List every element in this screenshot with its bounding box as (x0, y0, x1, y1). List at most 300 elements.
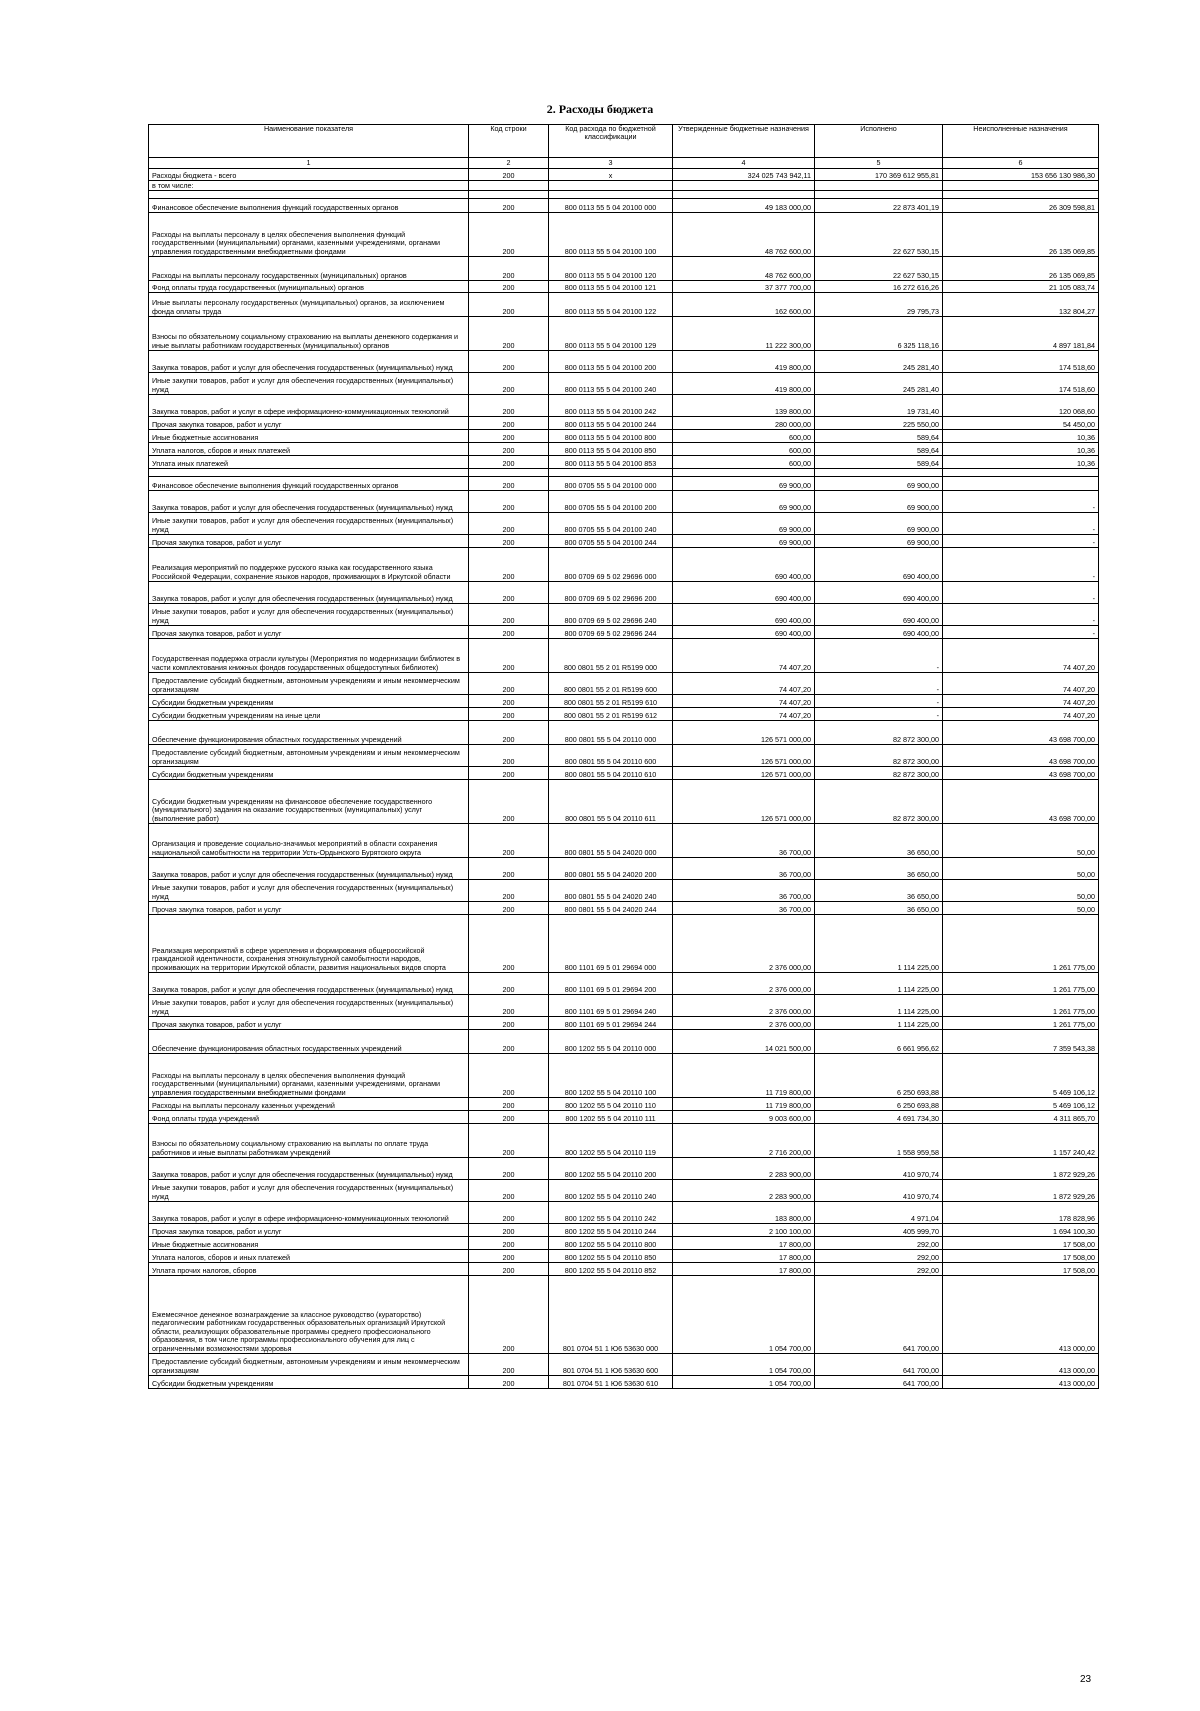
row-name: Финансовое обеспечение выполнения функций государственных органов (149, 477, 469, 491)
row-classification-code: 800 0709 69 5 02 29696 240 (549, 604, 673, 626)
row-line-code: 200 (469, 317, 549, 351)
row-executed: 589,64 (815, 430, 943, 443)
row-classification-code: 800 1202 55 5 04 20110 244 (549, 1224, 673, 1237)
row-classification-code: 800 0113 55 5 04 20100 120 (549, 257, 673, 281)
row-classification-code: 800 1202 55 5 04 20110 111 (549, 1111, 673, 1124)
row-unexecuted: - (943, 513, 1099, 535)
row-executed: 22 627 530,15 (815, 213, 943, 257)
table-row (149, 902, 1099, 915)
row-line-code (469, 469, 549, 477)
row-unexecuted (943, 191, 1099, 199)
row-approved: 690 400,00 (673, 604, 815, 626)
row-unexecuted: 132 804,27 (943, 293, 1099, 317)
row-approved: 69 900,00 (673, 491, 815, 513)
table-row (149, 417, 1099, 430)
row-approved: 11 719 800,00 (673, 1054, 815, 1098)
row-executed: 36 650,00 (815, 902, 943, 915)
row-line-code: 200 (469, 915, 549, 973)
row-classification-code: 801 0704 51 1 Ю6 53630 600 (549, 1354, 673, 1376)
row-unexecuted: 1 261 775,00 (943, 995, 1099, 1017)
row-approved: 600,00 (673, 443, 815, 456)
row-classification-code: 800 0801 55 5 04 20110 610 (549, 767, 673, 780)
row-executed: 405 999,70 (815, 1224, 943, 1237)
table-row (149, 767, 1099, 780)
row-executed: 641 700,00 (815, 1354, 943, 1376)
table-row (149, 477, 1099, 491)
row-approved: 2 376 000,00 (673, 1017, 815, 1030)
header-unexecuted: Неисполненные назначения (943, 125, 1099, 158)
row-classification-code (549, 469, 673, 477)
row-executed: 22 873 401,19 (815, 199, 943, 213)
row-line-code: 200 (469, 1098, 549, 1111)
row-name: Иные закупки товаров, работ и услуг для обеспечения государственных (муниципальных) нужд (149, 513, 469, 535)
row-executed: 29 795,73 (815, 293, 943, 317)
row-approved: 2 716 200,00 (673, 1124, 815, 1158)
row-name: Иные закупки товаров, работ и услуг для обеспечения государственных (муниципальных) нужд (149, 880, 469, 902)
row-approved: 280 000,00 (673, 417, 815, 430)
table-row (149, 199, 1099, 213)
row-line-code: 200 (469, 373, 549, 395)
row-name: Закупка товаров, работ и услуг для обеспечения государственных (муниципальных) нужд (149, 1158, 469, 1180)
row-unexecuted: 50,00 (943, 902, 1099, 915)
row-approved (673, 191, 815, 199)
table-row (149, 1276, 1099, 1354)
row-executed: 82 872 300,00 (815, 745, 943, 767)
row-executed: 6 325 118,16 (815, 317, 943, 351)
row-executed: 6 250 693,88 (815, 1098, 943, 1111)
row-executed: 641 700,00 (815, 1376, 943, 1389)
row-line-code: 200 (469, 1276, 549, 1354)
row-approved: 74 407,20 (673, 708, 815, 721)
row-unexecuted: 1 694 100,30 (943, 1224, 1099, 1237)
row-line-code: 200 (469, 477, 549, 491)
row-unexecuted: 43 698 700,00 (943, 767, 1099, 780)
row-name: Прочая закупка товаров, работ и услуг (149, 626, 469, 639)
row-unexecuted: 17 508,00 (943, 1263, 1099, 1276)
row-line-code: 200 (469, 535, 549, 548)
row-unexecuted: 26 135 069,85 (943, 213, 1099, 257)
table-body (149, 169, 1099, 1389)
table-row (149, 443, 1099, 456)
row-unexecuted: 26 309 598,81 (943, 199, 1099, 213)
row-line-code: 200 (469, 824, 549, 858)
header-row (149, 125, 1099, 158)
row-executed: - (815, 639, 943, 673)
row-approved: 324 025 743 942,11 (673, 169, 815, 181)
row-classification-code: 800 0705 55 5 04 20100 200 (549, 491, 673, 513)
row-unexecuted: 21 105 083,74 (943, 281, 1099, 293)
row-line-code: 200 (469, 548, 549, 582)
table-row (149, 293, 1099, 317)
row-name (149, 191, 469, 199)
row-classification-code: 800 0801 55 2 01 R5199 610 (549, 695, 673, 708)
row-approved: 17 800,00 (673, 1263, 815, 1276)
row-executed: 69 900,00 (815, 491, 943, 513)
row-line-code: 200 (469, 902, 549, 915)
row-executed (815, 191, 943, 199)
row-line-code: 200 (469, 443, 549, 456)
row-line-code: 200 (469, 858, 549, 880)
row-approved: 17 800,00 (673, 1250, 815, 1263)
row-executed: 292,00 (815, 1263, 943, 1276)
row-classification-code: 800 1202 55 5 04 20110 240 (549, 1180, 673, 1202)
row-name: Иные закупки товаров, работ и услуг для обеспечения государственных (муниципальных) нужд (149, 1180, 469, 1202)
table-row (149, 548, 1099, 582)
row-executed: 690 400,00 (815, 626, 943, 639)
row-classification-code: 800 0801 55 2 01 R5199 612 (549, 708, 673, 721)
row-approved: 74 407,20 (673, 673, 815, 695)
row-unexecuted: 54 450,00 (943, 417, 1099, 430)
row-classification-code: 800 0113 55 5 04 20100 200 (549, 351, 673, 373)
row-line-code: 200 (469, 1202, 549, 1224)
row-unexecuted: - (943, 491, 1099, 513)
column-number: 4 (673, 158, 815, 169)
row-line-code: 200 (469, 513, 549, 535)
row-approved: 11 719 800,00 (673, 1098, 815, 1111)
table-row (149, 1098, 1099, 1111)
row-unexecuted: 43 698 700,00 (943, 745, 1099, 767)
row-approved: 2 283 900,00 (673, 1158, 815, 1180)
row-line-code: 200 (469, 708, 549, 721)
row-unexecuted: 10,36 (943, 430, 1099, 443)
expenditure-table (148, 124, 1099, 1389)
row-classification-code: 800 1101 69 5 01 29694 244 (549, 1017, 673, 1030)
row-approved (673, 181, 815, 191)
table-row (149, 181, 1099, 191)
row-classification-code (549, 191, 673, 199)
row-classification-code: 800 0113 55 5 04 20100 800 (549, 430, 673, 443)
row-line-code: 200 (469, 351, 549, 373)
row-executed: 19 731,40 (815, 395, 943, 417)
row-unexecuted: 50,00 (943, 824, 1099, 858)
row-name: Обеспечение функционирования областных государственных учреждений (149, 1030, 469, 1054)
row-approved: 690 400,00 (673, 626, 815, 639)
row-name: Прочая закупка товаров, работ и услуг (149, 902, 469, 915)
row-classification-code: 800 1202 55 5 04 20110 850 (549, 1250, 673, 1263)
row-executed: 69 900,00 (815, 535, 943, 548)
row-classification-code: 800 0801 55 5 04 24020 200 (549, 858, 673, 880)
row-executed: 1 114 225,00 (815, 995, 943, 1017)
row-approved: 690 400,00 (673, 582, 815, 604)
row-unexecuted: - (943, 548, 1099, 582)
row-approved: 1 054 700,00 (673, 1376, 815, 1389)
row-unexecuted: - (943, 535, 1099, 548)
row-classification-code: 800 0113 55 5 04 20100 129 (549, 317, 673, 351)
row-unexecuted: 10,36 (943, 456, 1099, 469)
row-executed: 16 272 616,26 (815, 281, 943, 293)
row-executed: 292,00 (815, 1250, 943, 1263)
row-classification-code: 800 0709 69 5 02 29696 244 (549, 626, 673, 639)
table-row (149, 281, 1099, 293)
row-unexecuted: 43 698 700,00 (943, 721, 1099, 745)
row-approved: 36 700,00 (673, 858, 815, 880)
row-unexecuted: 74 407,20 (943, 695, 1099, 708)
row-executed: 6 250 693,88 (815, 1054, 943, 1098)
row-name: Расходы на выплаты персоналу в целях обеспечения выполнения функций государственными (муниципальными) органами, казенными учреждениями, органами управления государственными внебюджетными фондами (149, 1054, 469, 1098)
row-name: Субсидии бюджетным учреждениям на иные цели (149, 708, 469, 721)
row-approved: 69 900,00 (673, 535, 815, 548)
row-executed: 1 114 225,00 (815, 915, 943, 973)
row-name: Закупка товаров, работ и услуг для обеспечения государственных (муниципальных) нужд (149, 491, 469, 513)
row-line-code: 200 (469, 780, 549, 824)
row-approved: 36 700,00 (673, 824, 815, 858)
row-executed: 82 872 300,00 (815, 780, 943, 824)
row-executed: 589,64 (815, 443, 943, 456)
row-executed: 170 369 612 955,81 (815, 169, 943, 181)
row-executed: 82 872 300,00 (815, 721, 943, 745)
row-classification-code: 800 0705 55 5 04 20100 000 (549, 477, 673, 491)
row-classification-code: 800 0113 55 5 04 20100 850 (549, 443, 673, 456)
row-approved: 69 900,00 (673, 513, 815, 535)
row-name: Закупка товаров, работ и услуг в сфере информационно-коммуникационных технологий (149, 395, 469, 417)
table-row (149, 626, 1099, 639)
row-approved: 49 183 000,00 (673, 199, 815, 213)
row-name: Предоставление субсидий бюджетным, автономным учреждениям и иным некоммерческим организациям (149, 673, 469, 695)
row-name: Субсидии бюджетным учреждениям (149, 767, 469, 780)
column-number: 2 (469, 158, 549, 169)
row-classification-code: 800 0113 55 5 04 20100 853 (549, 456, 673, 469)
row-name: Организация и проведение социально-значимых мероприятий в области сохранения национальной самобытности на территории Усть-Ордынского Бурятского округа (149, 824, 469, 858)
row-approved (673, 469, 815, 477)
row-classification-code: 800 0705 55 5 04 20100 240 (549, 513, 673, 535)
row-unexecuted: 50,00 (943, 880, 1099, 902)
row-executed: 292,00 (815, 1237, 943, 1250)
column-number: 1 (149, 158, 469, 169)
table-row (149, 373, 1099, 395)
table-row (149, 1224, 1099, 1237)
row-line-code: 200 (469, 582, 549, 604)
row-approved: 690 400,00 (673, 548, 815, 582)
row-line-code: 200 (469, 491, 549, 513)
row-name: Иные бюджетные ассигнования (149, 430, 469, 443)
row-executed: 1 114 225,00 (815, 973, 943, 995)
row-classification-code (549, 181, 673, 191)
row-approved: 139 800,00 (673, 395, 815, 417)
row-approved: 17 800,00 (673, 1237, 815, 1250)
row-executed: 690 400,00 (815, 582, 943, 604)
row-name: Ежемесячное денежное вознаграждение за классное руководство (кураторство) педагогическим работникам государственных образовательных организаций Иркутской области, реализующих образовательные программы среднего профессионального образования, в том числе программы профессионального обучения для лиц с ограниченными возможностями здоровья (149, 1276, 469, 1354)
table-row (149, 639, 1099, 673)
row-unexecuted: 174 518,60 (943, 351, 1099, 373)
row-name: Закупка товаров, работ и услуг в сфере информационно-коммуникационных технологий (149, 1202, 469, 1224)
column-number: 5 (815, 158, 943, 169)
row-line-code: 200 (469, 1017, 549, 1030)
row-classification-code: 800 0801 55 5 04 20110 600 (549, 745, 673, 767)
row-unexecuted (943, 477, 1099, 491)
row-name: Иные закупки товаров, работ и услуг для обеспечения государственных (муниципальных) нужд (149, 604, 469, 626)
row-name: Расходы на выплаты персоналу государственных (муниципальных) органов (149, 257, 469, 281)
row-line-code: 200 (469, 1054, 549, 1098)
row-name: Закупка товаров, работ и услуг для обеспечения государственных (муниципальных) нужд (149, 582, 469, 604)
table-row (149, 513, 1099, 535)
row-line-code: 200 (469, 721, 549, 745)
row-unexecuted (943, 181, 1099, 191)
row-name: Фонд оплаты труда учреждений (149, 1111, 469, 1124)
row-line-code: 200 (469, 293, 549, 317)
row-name: Обеспечение функционирования областных государственных учреждений (149, 721, 469, 745)
row-executed (815, 181, 943, 191)
row-executed: 245 281,40 (815, 351, 943, 373)
row-approved: 419 800,00 (673, 351, 815, 373)
header-executed: Исполнено (815, 125, 943, 158)
row-classification-code: 800 0113 55 5 04 20100 240 (549, 373, 673, 395)
row-executed: 1 114 225,00 (815, 1017, 943, 1030)
row-classification-code: 800 0113 55 5 04 20100 244 (549, 417, 673, 430)
row-approved: 37 377 700,00 (673, 281, 815, 293)
header-approved: Утвержденные бюджетные назначения (673, 125, 815, 158)
table-row (149, 604, 1099, 626)
row-unexecuted: 74 407,20 (943, 639, 1099, 673)
row-approved: 74 407,20 (673, 695, 815, 708)
row-unexecuted: 5 469 106,12 (943, 1098, 1099, 1111)
row-classification-code: 800 0113 55 5 04 20100 122 (549, 293, 673, 317)
row-line-code: 200 (469, 199, 549, 213)
row-classification-code: 800 0801 55 2 01 R5199 600 (549, 673, 673, 695)
row-line-code: 200 (469, 1111, 549, 1124)
row-line-code: 200 (469, 169, 549, 181)
table-row (149, 745, 1099, 767)
table-row (149, 1124, 1099, 1158)
column-number: 6 (943, 158, 1099, 169)
page-title: 2. Расходы бюджета (546, 102, 654, 116)
row-approved: 36 700,00 (673, 880, 815, 902)
row-classification-code: 800 0801 55 2 01 R5199 000 (549, 639, 673, 673)
table-row (149, 213, 1099, 257)
row-approved: 48 762 600,00 (673, 257, 815, 281)
table-row (149, 1250, 1099, 1263)
row-name: Уплата налогов, сборов и иных платежей (149, 1250, 469, 1263)
row-executed: - (815, 695, 943, 708)
row-executed (815, 469, 943, 477)
table-row (149, 491, 1099, 513)
row-approved: 36 700,00 (673, 902, 815, 915)
row-unexecuted: 4 311 865,70 (943, 1111, 1099, 1124)
row-classification-code: 800 0113 55 5 04 20100 100 (549, 213, 673, 257)
row-classification-code: 801 0704 51 1 Ю6 53630 000 (549, 1276, 673, 1354)
row-classification-code: 800 0113 55 5 04 20100 121 (549, 281, 673, 293)
row-approved: 69 900,00 (673, 477, 815, 491)
row-classification-code: 800 1202 55 5 04 20110 800 (549, 1237, 673, 1250)
row-line-code: 200 (469, 395, 549, 417)
row-unexecuted: 178 828,96 (943, 1202, 1099, 1224)
row-name: Государственная поддержка отрасли культуры (Мероприятия по модернизации библиотек в части комплектования книжных фондов государственных общедоступных библиотек) (149, 639, 469, 673)
row-line-code: 200 (469, 767, 549, 780)
row-unexecuted: 413 000,00 (943, 1276, 1099, 1354)
table-row (149, 395, 1099, 417)
column-number: 3 (549, 158, 673, 169)
row-classification-code: 800 1101 69 5 01 29694 000 (549, 915, 673, 973)
row-name: Прочая закупка товаров, работ и услуг (149, 417, 469, 430)
row-executed: 36 650,00 (815, 824, 943, 858)
row-line-code: 200 (469, 880, 549, 902)
row-name: Расходы бюджета - всего (149, 169, 469, 181)
header-classification-code: Код расхода по бюджетной классификации (549, 125, 673, 158)
table-row (149, 824, 1099, 858)
row-unexecuted: 7 359 543,38 (943, 1030, 1099, 1054)
header-line-code: Код строки (469, 125, 549, 158)
row-approved: 14 021 500,00 (673, 1030, 815, 1054)
row-line-code: 200 (469, 1237, 549, 1250)
row-classification-code: 800 1202 55 5 04 20110 000 (549, 1030, 673, 1054)
row-classification-code: 801 0704 51 1 Ю6 53630 610 (549, 1376, 673, 1389)
row-approved: 2 100 100,00 (673, 1224, 815, 1237)
row-unexecuted: 174 518,60 (943, 373, 1099, 395)
row-line-code: 200 (469, 1376, 549, 1389)
row-executed: 245 281,40 (815, 373, 943, 395)
row-name: Уплата прочих налогов, сборов (149, 1263, 469, 1276)
row-unexecuted: 50,00 (943, 858, 1099, 880)
row-unexecuted: - (943, 626, 1099, 639)
row-name: Фонд оплаты труда государственных (муниципальных) органов (149, 281, 469, 293)
row-line-code: 200 (469, 695, 549, 708)
row-line-code: 200 (469, 417, 549, 430)
row-unexecuted: 74 407,20 (943, 708, 1099, 721)
row-classification-code: 800 1202 55 5 04 20110 200 (549, 1158, 673, 1180)
row-executed: 69 900,00 (815, 513, 943, 535)
row-unexecuted: - (943, 604, 1099, 626)
row-approved: 48 762 600,00 (673, 213, 815, 257)
row-line-code: 200 (469, 430, 549, 443)
table-row (149, 973, 1099, 995)
row-unexecuted: 74 407,20 (943, 673, 1099, 695)
table-row (149, 695, 1099, 708)
row-approved: 126 571 000,00 (673, 721, 815, 745)
row-line-code: 200 (469, 973, 549, 995)
row-unexecuted: 1 157 240,42 (943, 1124, 1099, 1158)
row-classification-code: 800 1202 55 5 04 20110 100 (549, 1054, 673, 1098)
row-unexecuted: 413 000,00 (943, 1376, 1099, 1389)
row-line-code: 200 (469, 639, 549, 673)
row-line-code: 200 (469, 1263, 549, 1276)
row-approved: 600,00 (673, 430, 815, 443)
table-row (149, 1202, 1099, 1224)
row-unexecuted: 153 656 130 986,30 (943, 169, 1099, 181)
row-executed: 69 900,00 (815, 477, 943, 491)
row-line-code: 200 (469, 673, 549, 695)
row-approved: 419 800,00 (673, 373, 815, 395)
table-row (149, 1111, 1099, 1124)
row-unexecuted: 413 000,00 (943, 1354, 1099, 1376)
row-name: Иные выплаты персоналу государственных (муниципальных) органов, за исключением фонда оплаты труда (149, 293, 469, 317)
row-classification-code: 800 0709 69 5 02 29696 200 (549, 582, 673, 604)
row-unexecuted: 120 068,60 (943, 395, 1099, 417)
row-name: Предоставление субсидий бюджетным, автономным учреждениям и иным некоммерческим организациям (149, 745, 469, 767)
row-unexecuted: 1 872 929,26 (943, 1180, 1099, 1202)
table-row (149, 469, 1099, 477)
row-name: Закупка товаров, работ и услуг для обеспечения государственных (муниципальных) нужд (149, 858, 469, 880)
table-row (149, 1263, 1099, 1276)
row-name: Реализация мероприятий в сфере укрепления и формирования общероссийской гражданской идентичности, сохранения этнокультурной самобытности народов, проживающих на территории Иркутской области, развития национальных видов спорта (149, 915, 469, 973)
row-unexecuted: 1 261 775,00 (943, 915, 1099, 973)
row-executed: - (815, 673, 943, 695)
row-approved: 1 054 700,00 (673, 1354, 815, 1376)
table-row (149, 1180, 1099, 1202)
row-approved: 183 800,00 (673, 1202, 815, 1224)
table-row (149, 1158, 1099, 1180)
table-row (149, 257, 1099, 281)
row-unexecuted: 1 261 775,00 (943, 973, 1099, 995)
row-classification-code: 800 0113 55 5 04 20100 000 (549, 199, 673, 213)
table-row (149, 995, 1099, 1017)
row-classification-code: 800 0801 55 5 04 24020 244 (549, 902, 673, 915)
row-unexecuted (943, 469, 1099, 477)
table-row (149, 430, 1099, 443)
row-name: Закупка товаров, работ и услуг для обеспечения государственных (муниципальных) нужд (149, 351, 469, 373)
row-approved: 2 283 900,00 (673, 1180, 815, 1202)
row-classification-code: 800 1202 55 5 04 20110 110 (549, 1098, 673, 1111)
row-name: Субсидии бюджетным учреждениям (149, 695, 469, 708)
row-unexecuted: 43 698 700,00 (943, 780, 1099, 824)
